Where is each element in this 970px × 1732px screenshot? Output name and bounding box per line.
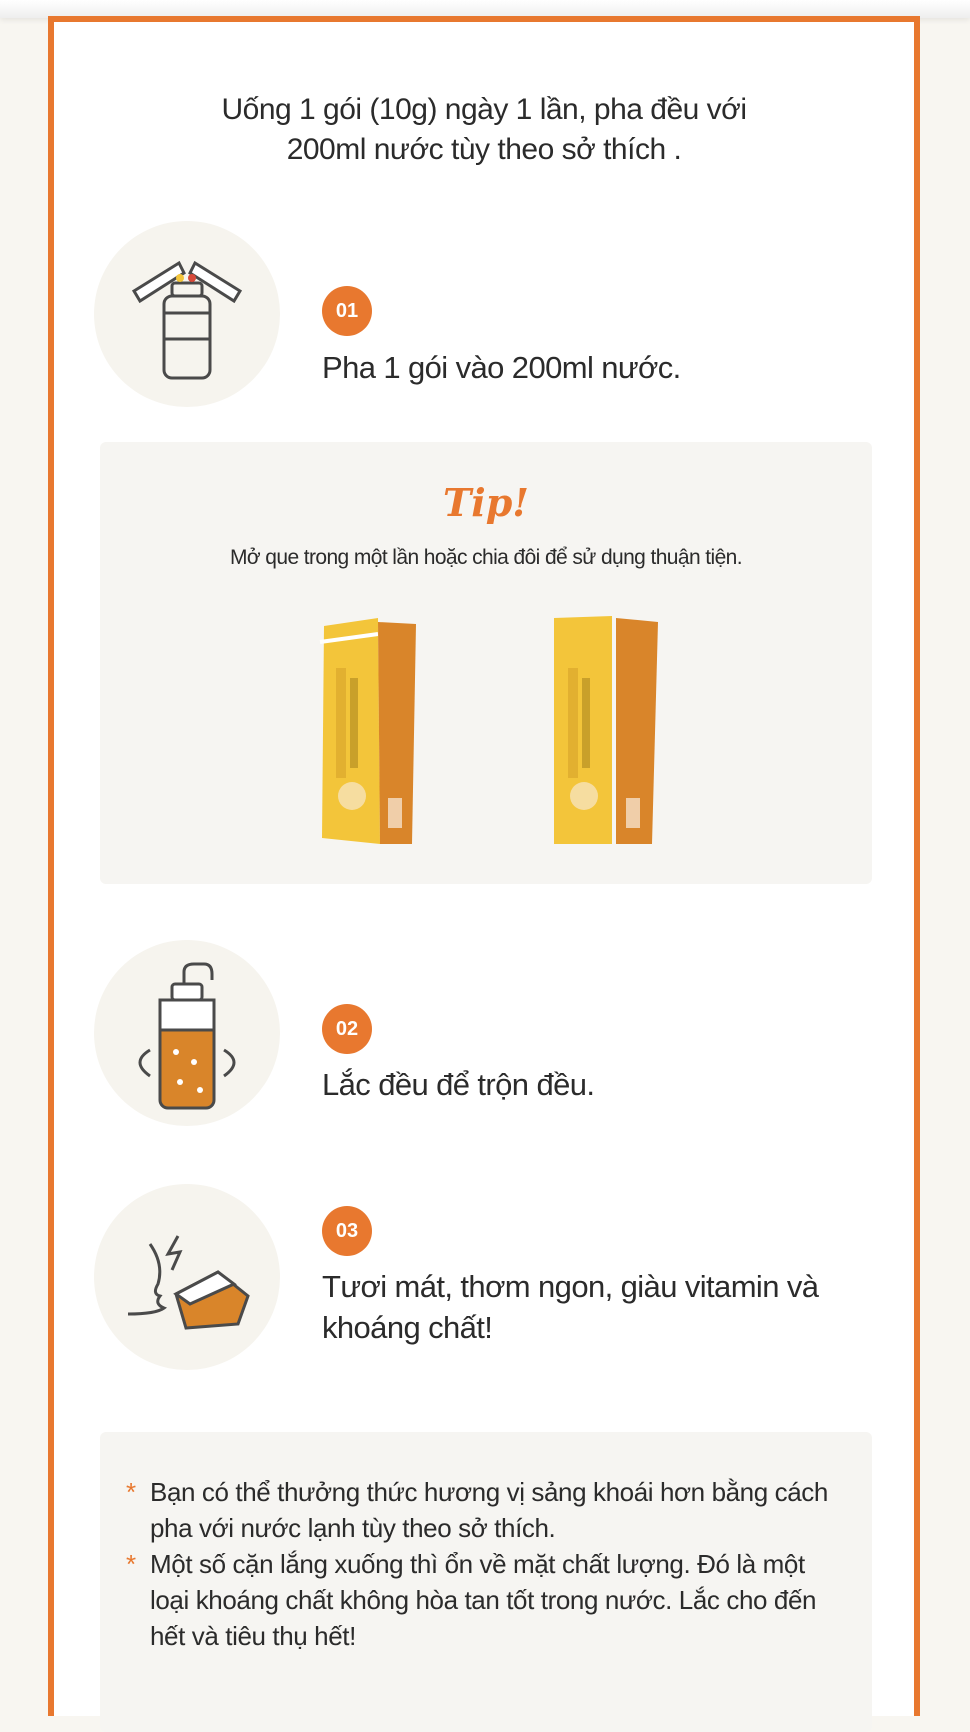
- step-1-badge: 01: [322, 286, 372, 336]
- tip-panel: [100, 442, 872, 884]
- content-frame: [48, 16, 920, 1716]
- sachet-split-image: [548, 608, 658, 848]
- note-text: Bạn có thể thưởng thức hương vị sảng khoái hơn bằng cách pha với nước lạnh tùy theo sở thích.: [150, 1477, 828, 1543]
- shake-bottle-icon: [94, 940, 280, 1126]
- step-1-text: Pha 1 gói vào 200ml nước.: [322, 350, 681, 385]
- tip-description: Mở que trong một lần hoặc chia đôi để sử dụng thuận tiện.: [230, 546, 742, 569]
- note-marker: *: [126, 1477, 136, 1507]
- bottle-open-sachet-icon: [94, 221, 280, 407]
- sachet-opened-image: [316, 608, 426, 848]
- step-3-badge: 03: [322, 1206, 372, 1256]
- drinking-icon: [94, 1184, 280, 1370]
- step-2-icon-circle: [94, 940, 280, 1126]
- step-1-icon-circle: [94, 221, 280, 407]
- note-item: [126, 1474, 846, 1546]
- intro-line-1: Uống 1 gói (10g) ngày 1 lần, pha đều với: [221, 93, 747, 126]
- step-2-badge: 02: [322, 1004, 372, 1054]
- notes-list: [126, 1474, 846, 1654]
- intro-line-2: 200ml nước tùy theo sở thích .: [286, 133, 682, 166]
- note-item: [126, 1546, 846, 1654]
- step-3-text: Tươi mát, thơm ngon, giàu vitamin và khoáng chất!: [322, 1269, 819, 1345]
- note-text: Một số cặn lắng xuống thì ổn về mặt chất lượng. Đó là một loại khoáng chất không hòa tan tốt trong nước. Lắc cho đến hết và tiêu thụ hết!: [150, 1549, 817, 1651]
- intro-text: [54, 90, 914, 170]
- tip-title: Tip!: [443, 480, 529, 525]
- step-2-text: Lắc đều để trộn đều.: [322, 1067, 595, 1102]
- notes-panel: [100, 1432, 872, 1732]
- note-marker: *: [126, 1549, 136, 1579]
- step-3-icon-circle: [94, 1184, 280, 1370]
